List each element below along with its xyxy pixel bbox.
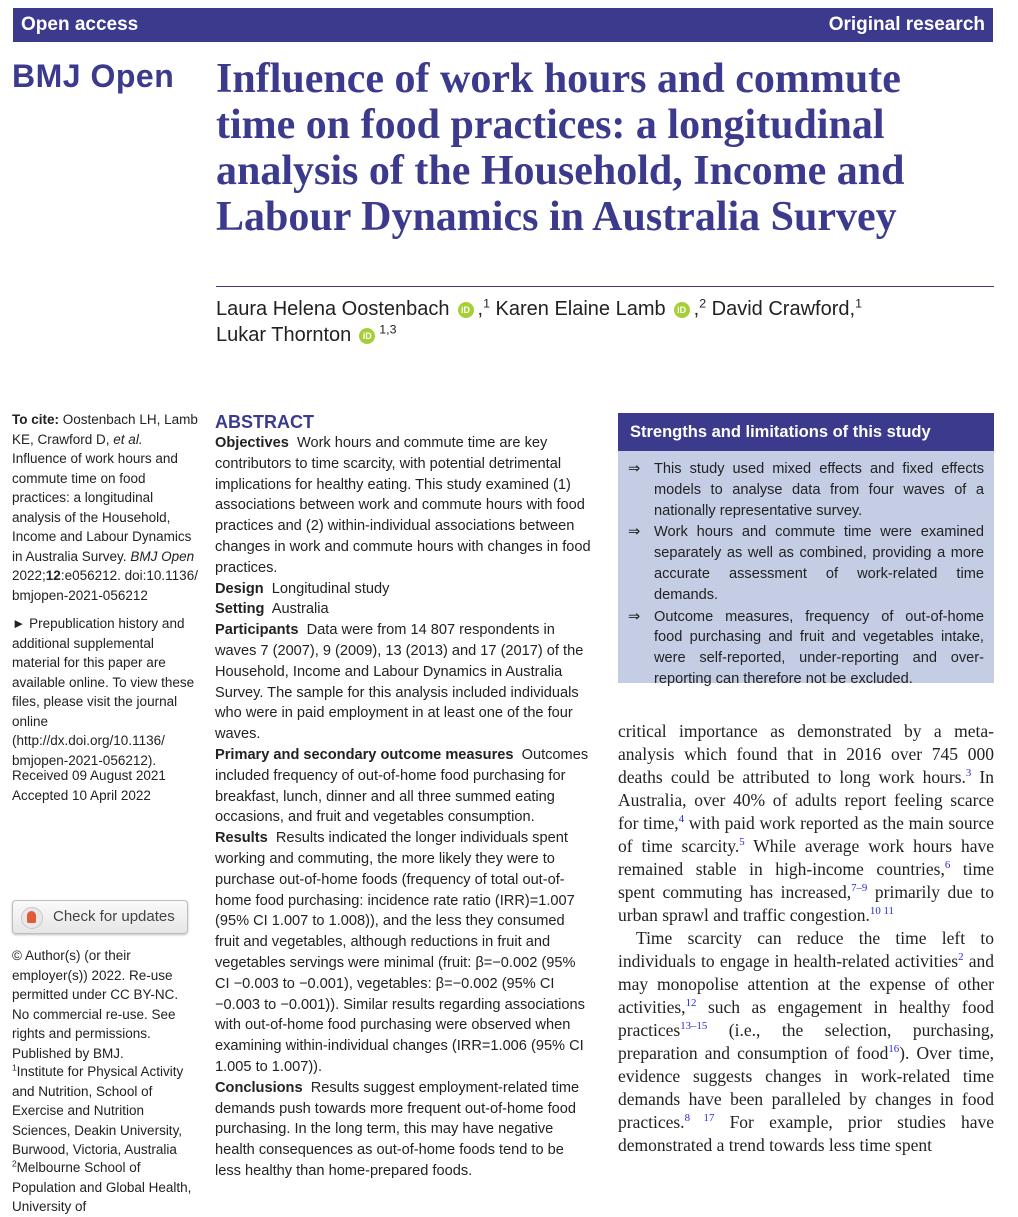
box-heading: Strengths and limitations of this study xyxy=(618,413,994,451)
dates xyxy=(12,766,198,805)
crossmark-icon xyxy=(21,907,43,929)
arrow-icon: ⇒ xyxy=(628,461,641,477)
reference-link[interactable]: 2 xyxy=(958,951,964,964)
abstract xyxy=(215,411,593,1182)
reference-link[interactable]: 12 xyxy=(685,997,697,1010)
citation-block: To cite: Oostenbach LH, Lamb KE, Crawford D, et al. Influence of work hours and commute time on food practices: a longitudinal analysis of the Household, Income and Labour Dynamics in Australia Survey. BMJ Open 2022;12:e056212. doi:10.1136/ bmjopen-2021-056212 xyxy=(12,412,198,603)
reference-link[interactable]: 4 xyxy=(678,813,685,826)
text-run: In Australia, over 40% of adults report feeling scarce for time, xyxy=(618,767,994,833)
received-date: Received 09 August 2021 xyxy=(12,768,166,783)
orcid-icon[interactable]: iD xyxy=(674,302,690,318)
text-run: Time scarcity can reduce the time left to individuals to engage in health-related activities xyxy=(618,928,994,971)
reference-link[interactable]: 3 xyxy=(965,767,972,780)
list-item: ⇒ Outcome measures, frequency of out-of-home food purchasing and fruit and vegetables intake, were self-reported, under-reporting and over-reporting can therefore not be excluded. xyxy=(628,608,984,687)
text-run: ). Over time, evidence suggests changes in work-related time demands have been paralleled by changes in food practices. xyxy=(618,1043,994,1132)
prepublication-note[interactable]: ► Prepublication history and additional supplemental material for this paper are available online. To view these files, please visit the journal online (http://dx.doi.org/10.1136/ bmjopen-2021-056212). xyxy=(12,616,195,768)
affiliation-ref: 2 xyxy=(699,296,707,311)
reference-link[interactable]: 13–15 xyxy=(680,1020,708,1033)
abstract-design: Design Longitudinal study xyxy=(215,580,390,597)
orcid-icon[interactable]: iD xyxy=(359,328,375,344)
open-access-label: Open access xyxy=(21,14,139,35)
top-banner xyxy=(13,8,993,42)
arrow-icon: ⇒ xyxy=(628,608,641,625)
journal-logo[interactable]: BMJ Open xyxy=(12,58,175,94)
strengths-limitations-box xyxy=(618,413,994,687)
abstract-setting: Setting Australia xyxy=(215,601,329,618)
orcid-icon[interactable]: iD xyxy=(458,302,474,318)
title-divider xyxy=(216,286,994,287)
box-list xyxy=(618,459,994,690)
list-item: ⇒ Work hours and commute time were examined separately as well as combined, providing a more accurate assessment of work-related time demands. xyxy=(628,524,984,603)
reference-link[interactable]: 16 xyxy=(888,1043,900,1056)
article-type-label: Original research xyxy=(828,14,985,35)
abstract-participants: Participants Data were from 14 807 respondents in waves 7 (2007), 9 (2009), 13 (2013) and 17 (2017) of the Household, Income and Labour Dynamics in Australia Survey. The sample for this analysis included individuals who were in paid employment in at least one of the four waves. xyxy=(215,622,584,743)
text-run: with paid work reported as the main source of time scarcity. xyxy=(618,813,994,856)
list-item: ⇒ This study used mixed effects and fixed effects models to analyse data from four waves of a nationally representative survey. xyxy=(628,461,984,519)
affiliation-2: $^2$Melbourne School of Population and Global Health, University of xyxy=(12,1158,192,1214)
reference-link[interactable]: 8 17 xyxy=(684,1112,715,1125)
text-run: (i.e., the selection, purchasing, preparation and consumption of food xyxy=(618,1020,994,1063)
author-name[interactable]: Laura Helena Oostenbach xyxy=(216,298,450,320)
abstract-results: Results Results indicated the longer individuals spent working and commuting, the more likely they were to purchase out-of-home foods (frequency of total out-of-home food purchasing: incidence rate ratio (IRR)=1.007 (95% CI 1.007 to 1.008)), and the less they consumed fruit and vegetables, although reductions in fruit and vegetables servings were minimal (fruit: β=−0.002 (95% CI −0.003 to −0.001), vegetables: β=−0.002 (95% CI −0.003 to −0.001)). Similar results regarding associations with out-of-home food purchasing were observed when examining within-individual changes (IRR=1.006 (95% CI 1.005 to 1.007)). xyxy=(215,830,585,1075)
paragraph xyxy=(618,720,994,927)
reference-link[interactable]: 5 xyxy=(739,836,745,849)
check-for-updates-button[interactable]: Check for updates xyxy=(12,900,188,934)
reference-link[interactable]: 6 xyxy=(944,859,951,872)
reference-link[interactable]: 10 11 xyxy=(869,905,894,918)
article-title: Influence of work hours and commute time on food practices: a longitudinal analysis of the Household, Income and Labour Dynamics in Australia Survey xyxy=(216,56,905,240)
author-name[interactable]: Lukar Thornton xyxy=(216,324,352,346)
arrow-icon: ⇒ xyxy=(628,524,641,541)
abstract-objectives: Objectives Work hours and commute time are key contributors to time scarcity, with potential detrimental implications for healthy eating. This study examined (1) associations between work and commute hours with food practices and (2) within-individual associations between changes in work and commute hours with changes in food practices. xyxy=(215,435,591,576)
author-name[interactable]: David Crawford, xyxy=(711,298,856,320)
affiliation-1: $^1$Institute for Physical Activity and Nutrition, School of Exercise and Nutrition Sciences, Deakin University, Burwood, Victoria, Australia xyxy=(12,1062,184,1157)
text-run: critical importance as demonstrated by a meta-analysis which found that in 2016 over 745 000 deaths could be attributed to long work hours. xyxy=(618,721,994,787)
text-run: time spent commuting has increased, xyxy=(618,859,994,902)
author-list: Laura Helena Oostenbach iD ,$^1$ Karen Elaine Lamb iD ,$^2$ David Crawford,$^1$ Lukar Thornton iD $^{1,3}$ xyxy=(216,296,862,346)
text-run: For example, prior studies have demonstrated a trend towards less time spent xyxy=(618,1112,994,1155)
accepted-date: Accepted 10 April 2022 xyxy=(12,787,151,803)
abstract-conclusions: Conclusions Results suggest employment-related time demands push towards more frequent out-of-home food purchasing. In the long term, this may have negative health consequences as out-of-home foods tend to be less healthy than home-prepared foods. xyxy=(215,1079,580,1179)
copyright-note: © Author(s) (or their employer(s)) 2022. Re-use permitted under CC BY-NC. No commercial re-use. See rights and permissions. Published by BMJ. xyxy=(12,948,179,1061)
abstract-heading: ABSTRACT xyxy=(215,412,314,432)
text-run: and may monopolise attention at the expense of other activities, xyxy=(618,951,994,1017)
affiliation-ref: 1,3 xyxy=(379,322,397,337)
paragraph xyxy=(618,927,994,1157)
text-run: While average work hours have remained stable in high-income countries, xyxy=(618,836,994,879)
author-name[interactable]: Karen Elaine Lamb xyxy=(495,298,666,320)
body-text xyxy=(618,720,994,1157)
affiliation-ref: 1 xyxy=(855,296,862,311)
abstract-outcomes: Primary and secondary outcome measures Outcomes included frequency of out-of-home food purchasing for breakfast, lunch, dinner and all three summed eating occasions, and fruit and vegetables consumption. xyxy=(215,746,589,826)
text-run: primarily due to urban sprawl and traffic congestion. xyxy=(618,882,994,925)
affiliation-ref: 1 xyxy=(483,296,490,311)
reference-link[interactable]: 7–9 xyxy=(851,882,868,895)
text-run: such as engagement in healthy food practices xyxy=(618,997,994,1040)
